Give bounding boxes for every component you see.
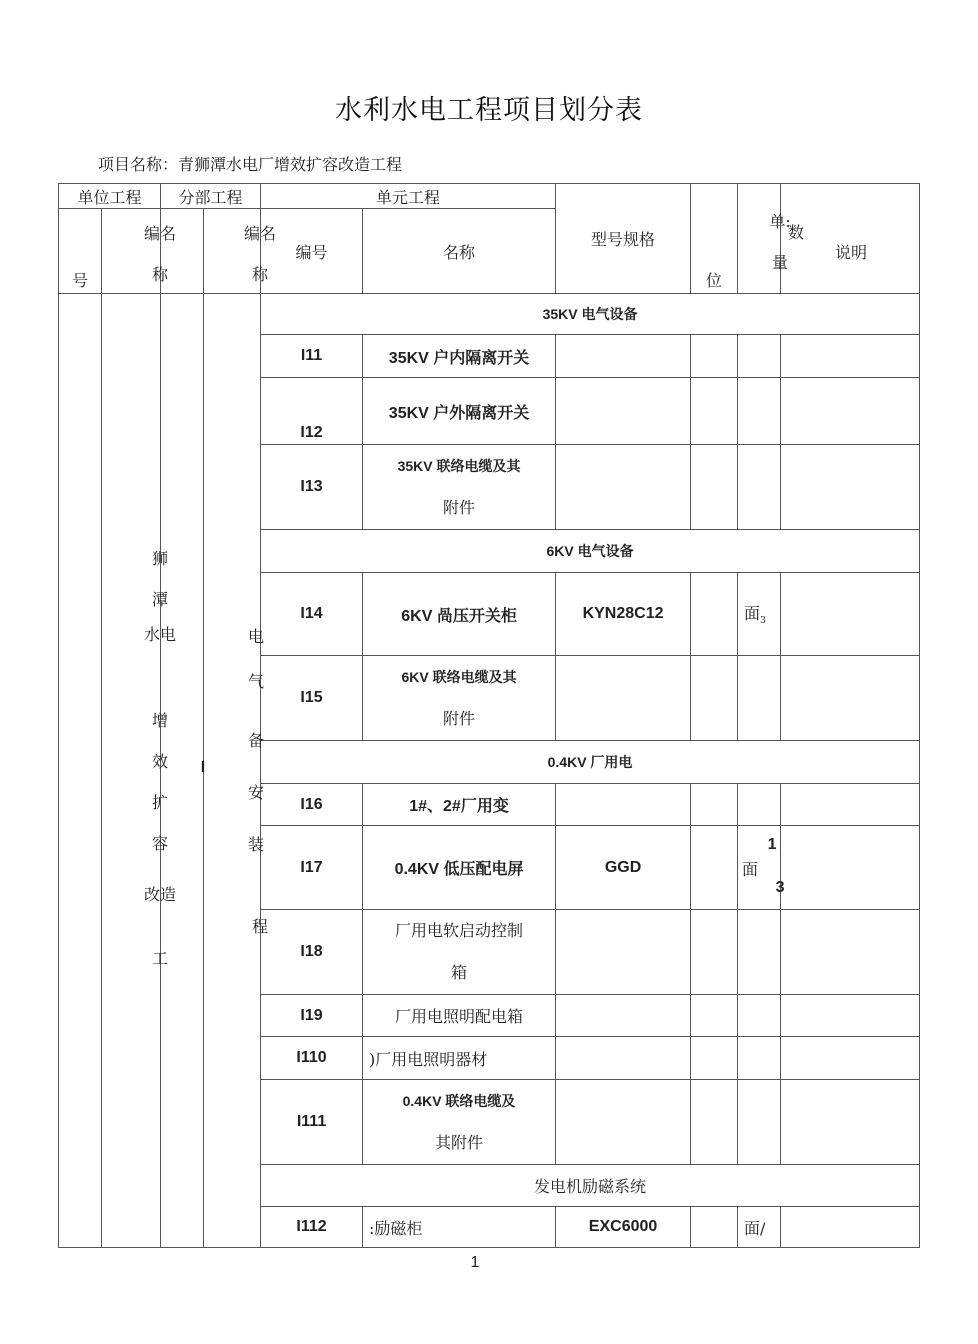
- section-header: [261, 741, 920, 784]
- row-remark: [781, 335, 920, 378]
- header-sub-code-label: 编名: [244, 224, 277, 243]
- header-unit-code-label: 编名: [144, 224, 177, 243]
- row-unit: [691, 378, 738, 445]
- section-header: [261, 294, 920, 335]
- unit-name-char: 容: [152, 834, 169, 853]
- row-code: I18: [261, 910, 363, 995]
- header-sub-name-label: 称: [252, 265, 269, 284]
- row-code: I17: [261, 826, 363, 910]
- header-unit-qty: [738, 184, 791, 294]
- row-remark: [781, 784, 920, 826]
- project-division-table: [58, 183, 920, 1248]
- unit-name-char: 狮: [152, 549, 169, 568]
- row-qty-text: 3: [775, 879, 785, 896]
- header-unit-project: 单位工程: [59, 184, 161, 209]
- sub-project-code: I: [200, 759, 206, 776]
- section-header: [261, 530, 920, 573]
- row-spec: [556, 910, 691, 995]
- row-spec: KYN28C12: [556, 573, 691, 656]
- row-unit: [691, 1037, 738, 1080]
- header-sub-no: [161, 209, 204, 294]
- header-code: 编号: [261, 209, 363, 294]
- row-qty: [738, 826, 785, 910]
- row-name-line: 35KV 联络电缆及其: [397, 458, 521, 474]
- row-name-line: 附件: [443, 498, 476, 517]
- unit-name-char: 工: [152, 949, 169, 968]
- row-name: [363, 445, 556, 530]
- header-qty-label: 量: [772, 253, 789, 272]
- header-remark-label: 说明: [835, 243, 868, 262]
- section-label: 6KV 电气设备: [546, 543, 634, 559]
- header-shu-label: 数: [788, 223, 805, 242]
- row-unit: [691, 1080, 738, 1165]
- row-unit-top-text: 1: [767, 836, 777, 853]
- row-code: I12: [261, 378, 363, 445]
- row-remark: [781, 1080, 920, 1165]
- row-remark: [781, 573, 920, 656]
- row-qty: [738, 910, 781, 995]
- sub-name-char: 备: [248, 731, 265, 750]
- row-qty: [738, 1037, 781, 1080]
- row-qty: [738, 335, 781, 378]
- unit-project-name-cell: [102, 294, 177, 1248]
- row-spec: [556, 1037, 691, 1080]
- sub-name-char: 安: [248, 783, 265, 802]
- sub-name-char: 程: [252, 917, 269, 936]
- row-remark: [781, 445, 920, 530]
- row-name-line: 0.4KV 联络电缆及: [402, 1093, 516, 1109]
- row-qty-text: 3: [760, 616, 766, 627]
- header-unit-name-label: 称: [152, 265, 169, 284]
- row-unit: [691, 656, 738, 741]
- unit-name-char: 改造: [144, 885, 177, 904]
- row-spec: [556, 1080, 691, 1165]
- unit-name-char: 水电: [144, 625, 177, 644]
- row-name: [363, 910, 556, 995]
- row-code: I111: [261, 1080, 363, 1165]
- row-name: 厂用电照明配电箱: [363, 995, 556, 1037]
- row-spec: [556, 995, 691, 1037]
- sub-project-name-cell: [204, 294, 269, 1248]
- row-name: )厂用电照明器材: [363, 1037, 556, 1080]
- row-qty: [738, 1080, 781, 1165]
- section-header: 发电机励磁系统: [261, 1165, 920, 1207]
- row-name-line: 6KV 联络电缆及其: [401, 669, 517, 685]
- header-unit-label: 单:: [769, 212, 791, 231]
- row-remark: [781, 656, 920, 741]
- section-label: 0.4KV 厂用电: [547, 754, 633, 770]
- row-remark: [781, 826, 920, 910]
- page-number: 1: [470, 1254, 480, 1271]
- row-spec: [556, 656, 691, 741]
- row-name: 35KV 户内隔离开关: [363, 335, 556, 378]
- row-spec: [556, 445, 691, 530]
- project-name-line: 项目名称：青狮潭水电厂增效扩容改造工程: [98, 155, 403, 174]
- row-unit-text: 面: [742, 860, 759, 879]
- row-spec: [556, 335, 691, 378]
- header-element-project: 单元工程: [261, 184, 556, 209]
- row-name-line: 其附件: [435, 1133, 484, 1152]
- row-remark: [781, 910, 920, 995]
- row-code: I13: [261, 445, 363, 530]
- row-unit-text: 面: [744, 604, 761, 624]
- row-code: I14: [261, 573, 363, 656]
- row-code: I11: [261, 335, 363, 378]
- row-code: I112: [261, 1207, 363, 1248]
- row-name: 6KV 咼压开关柜: [363, 573, 556, 656]
- row-code: I110: [261, 1037, 363, 1080]
- header-sub-project: 分部工程: [161, 184, 261, 209]
- row-name-line: 厂用电软启动控制: [395, 921, 524, 940]
- header-name: 名称: [363, 209, 556, 294]
- row-code: I15: [261, 656, 363, 741]
- row-unit: [691, 995, 738, 1037]
- header-sub-code-name: [204, 209, 277, 294]
- sub-name-char: 气: [248, 672, 265, 691]
- header-remark-cell: [781, 184, 920, 294]
- row-spec: GGD: [556, 826, 691, 910]
- row-spec: EXC6000: [556, 1207, 691, 1248]
- row-name: 0.4KV 低压配电屏: [363, 826, 556, 910]
- section-label: 35KV 电气设备: [542, 306, 638, 322]
- row-spec: [556, 784, 691, 826]
- unit-no-cell: [59, 294, 102, 1248]
- row-qty: [738, 378, 781, 445]
- row-remark: [781, 995, 920, 1037]
- header-model-spec: 型号规格: [556, 184, 691, 294]
- row-name: [363, 1080, 556, 1165]
- row-remark: [781, 378, 920, 445]
- unit-name-char: 效: [152, 752, 169, 771]
- row-unit: [691, 784, 738, 826]
- row-qty: [738, 445, 781, 530]
- row-qty: [738, 784, 781, 826]
- sub-name-char: 电: [248, 627, 265, 646]
- row-name: 35KV 户外隔离开关: [363, 378, 556, 445]
- row-name-line: 附件: [443, 709, 476, 728]
- header-unit-wei: 位: [691, 184, 738, 294]
- row-name-line: 箱: [451, 963, 468, 982]
- header-unit-code-name: [102, 209, 177, 294]
- row-qty: [738, 995, 781, 1037]
- row-code: I19: [261, 995, 363, 1037]
- row-name: :励磁柜: [363, 1207, 556, 1248]
- row-name: [363, 656, 556, 741]
- row-name: 1#、2#厂用变: [363, 784, 556, 826]
- unit-name-char: 潭: [152, 590, 169, 609]
- row-remark: [781, 1037, 920, 1080]
- row-unit: [691, 445, 738, 530]
- row-unit: [691, 335, 738, 378]
- header-unit-no: 号: [59, 209, 102, 294]
- unit-name-char: 增: [152, 711, 169, 730]
- row-qty: [738, 573, 781, 656]
- row-qty: [738, 656, 781, 741]
- row-remark: [781, 1207, 920, 1248]
- page-title: 水利水电工程项目划分表: [335, 95, 643, 126]
- row-unit: [691, 1207, 738, 1248]
- row-spec: [556, 378, 691, 445]
- row-code: I16: [261, 784, 363, 826]
- row-unit: [691, 910, 738, 995]
- sub-name-char: 装: [248, 835, 265, 854]
- row-qty: 面/: [738, 1207, 781, 1248]
- unit-name-char: 扩: [152, 793, 169, 812]
- row-unit: [691, 573, 738, 656]
- sub-project-code-cell: [161, 294, 204, 1248]
